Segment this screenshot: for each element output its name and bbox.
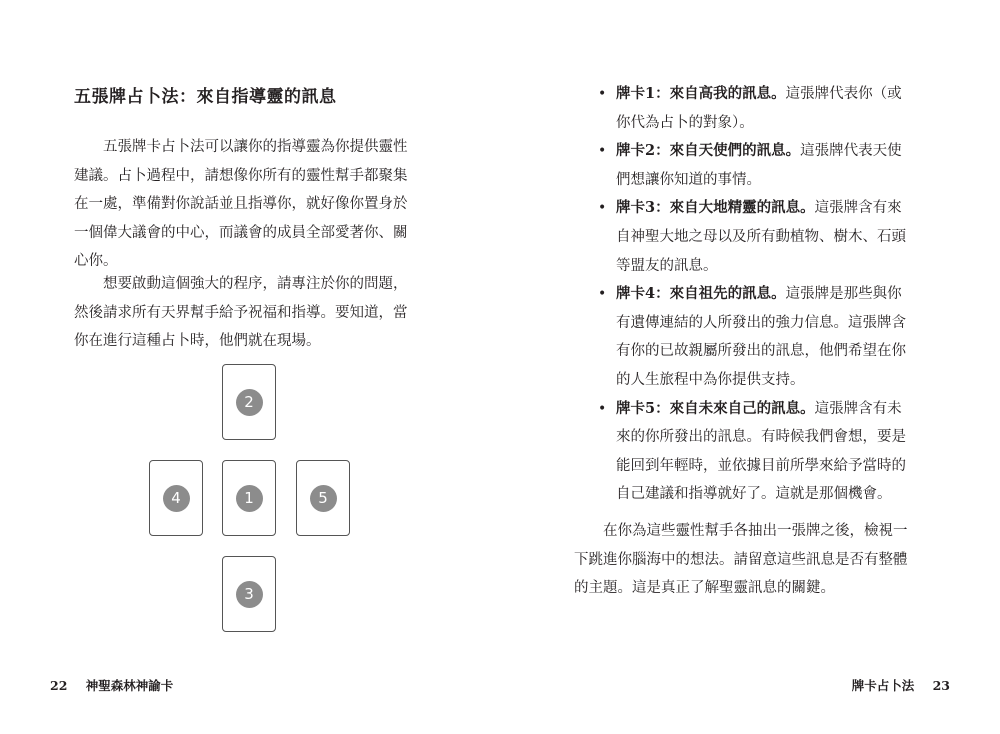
- list-item-text: 自神聖大地之母以及所有動植物、樹木、石頭: [616, 228, 906, 245]
- list-item-title: 牌卡5：來自未來自己的訊息。: [616, 399, 815, 417]
- list-item-text: 有遺傳連結的人所發出的強力信息。這張牌含: [616, 314, 906, 331]
- list-item-text: 有你的已故親屬所發出的訊息，他們希望在你: [616, 343, 906, 360]
- paragraph-line: 心你。: [74, 253, 118, 270]
- paragraph-line: 下跳進你腦海中的想法。請留意這些訊息是否有整體: [574, 551, 908, 568]
- list-item-text: 來的你所發出的訊息。有時候我們會想，要是: [616, 429, 906, 446]
- card-number-badge: 5: [310, 485, 337, 512]
- list-item-text: 自己建議和指導就好了。這就是那個機會。: [616, 486, 892, 503]
- paragraph-line: 建議。占卜過程中，請想像你所有的靈性幫手都聚集: [74, 167, 408, 184]
- paragraph-line: 你在進行這種占卜時，他們就在現場。: [74, 333, 321, 350]
- closing-paragraph: [574, 517, 934, 603]
- list-item-text: 這張牌代表你（或: [785, 86, 902, 102]
- list-item-text: 的人生旅程中為你提供支持。: [616, 371, 805, 388]
- list-item-text: 這張牌代表天使: [800, 143, 902, 160]
- list-item-text: 等盟友的訊息。: [616, 257, 718, 274]
- bullet-icon: •: [598, 200, 607, 217]
- paragraph-line: 一個偉大議會的中心，而議會的成員全部愛著你、關: [74, 224, 408, 241]
- paragraph-line: 然後請求所有天界幫手給予祝福和指導。要知道，當: [74, 304, 408, 321]
- bullet-icon: •: [598, 286, 607, 303]
- card-position-1: [222, 460, 276, 536]
- list-item-title: 牌卡1：來自高我的訊息。: [616, 85, 786, 102]
- paragraph-line: 的主題。這是真正了解聖靈訊息的關鍵。: [574, 580, 835, 597]
- list-item-text: 這張牌是那些與你: [785, 286, 902, 303]
- bullet-icon: •: [598, 400, 607, 417]
- card-number-badge: 3: [236, 581, 263, 608]
- paragraph-line: 在一處，準備對你說話並且指導你，就好像你置身於: [74, 196, 408, 213]
- card-number-badge: 4: [163, 485, 190, 512]
- card-meaning-list: [598, 80, 938, 509]
- list-item-title: 牌卡3：來自大地精靈的訊息。: [616, 199, 815, 217]
- list-item-title: 牌卡2：來自天使們的訊息。: [616, 142, 801, 160]
- list-item-text: 你代為占卜的對象）。: [616, 114, 754, 131]
- paragraph-line: 在你為這些靈性幫手各抽出一張牌之後，檢視一: [603, 523, 908, 539]
- card-position-4: [149, 460, 203, 536]
- list-item: [598, 80, 938, 137]
- list-item-text: 們想讓你知道的事情。: [616, 171, 761, 188]
- paragraph-line: 五張牌卡占卜法可以讓你的指導靈為你提供靈性: [103, 139, 408, 155]
- card-number-badge: 1: [236, 485, 263, 512]
- page-number: 22: [50, 678, 68, 693]
- card-position-5: [296, 460, 350, 536]
- list-item: [598, 194, 938, 280]
- section-title: 牌卡占卜法: [851, 678, 915, 693]
- right-footer: [838, 676, 950, 694]
- card-position-3: [222, 556, 276, 632]
- paragraph-line: 想要啟動這個強大的程序，請專注於你的問題，: [103, 276, 408, 292]
- bullet-icon: •: [598, 143, 607, 160]
- bullet-icon: •: [598, 86, 607, 102]
- right-page: [500, 0, 1000, 734]
- list-item: [598, 137, 938, 194]
- instruction-paragraph: [74, 270, 434, 356]
- section-heading: 五張牌占卜法：來自指導靈的訊息: [74, 87, 337, 107]
- left-footer: [50, 676, 187, 694]
- intro-paragraph: [74, 133, 434, 276]
- book-title: 神聖森林神諭卡: [85, 678, 174, 693]
- list-item: [598, 280, 938, 394]
- card-position-2: [222, 364, 276, 440]
- page-number: 23: [932, 678, 950, 693]
- list-item-text: 這張牌含有未: [814, 400, 902, 417]
- card-number-badge: 2: [236, 389, 263, 416]
- list-item-text: 這張牌含有來: [814, 200, 902, 217]
- list-item-text: 能回到年輕時，並依據目前所學來給予當時的: [616, 457, 906, 474]
- list-item-title: 牌卡4：來自祖先的訊息。: [616, 285, 786, 303]
- list-item: [598, 395, 938, 509]
